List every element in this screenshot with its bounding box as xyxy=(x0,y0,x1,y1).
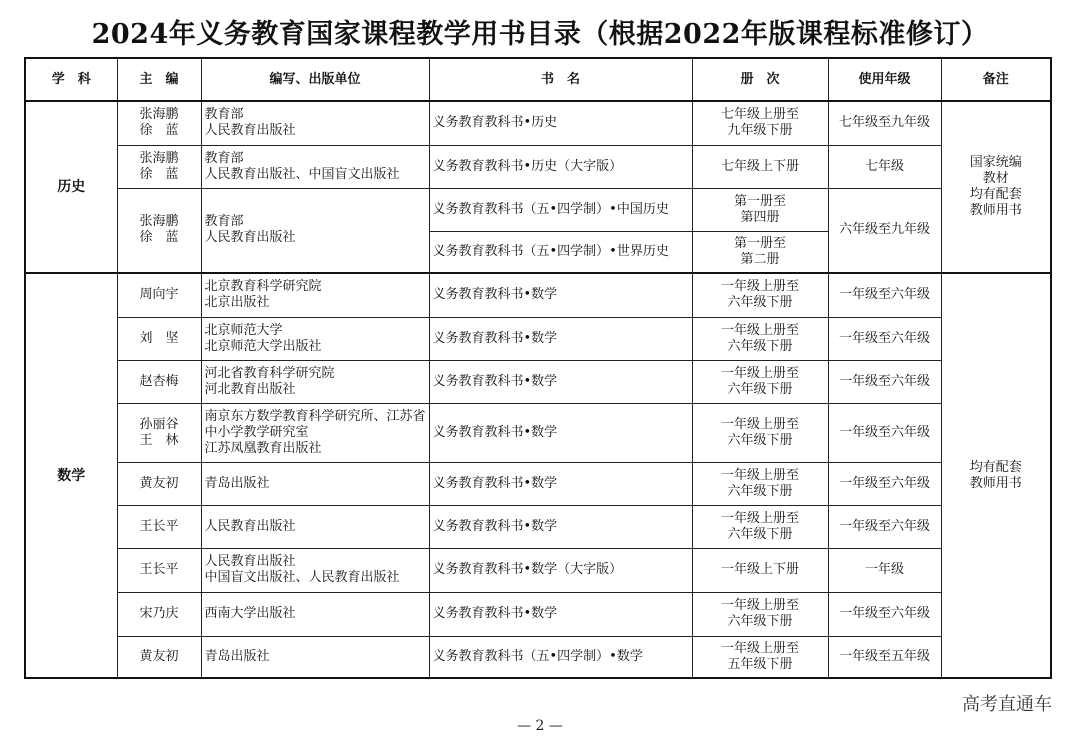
publisher-cell: 北京教育科学研究院 北京出版社 xyxy=(201,273,429,317)
publisher-cell: 青岛出版社 xyxy=(201,462,429,505)
volume-cell: 一年级上册至 六年级下册 xyxy=(692,273,828,317)
book-cell: 义务教育教科书（五•四学制）•中国历史 xyxy=(429,188,692,231)
book-cell: 义务教育教科书•历史（大字版） xyxy=(429,145,692,188)
publisher-cell: 教育部 人民教育出版社 xyxy=(201,101,429,145)
grade-cell: 一年级至六年级 xyxy=(828,273,941,317)
table-row xyxy=(25,145,1051,188)
book-cell: 义务教育教科书•数学 xyxy=(429,505,692,548)
page-number: — 2 — xyxy=(517,718,563,734)
volume-cell: 一年级上下册 xyxy=(692,548,828,592)
page-title: 2024年义务教育国家课程教学用书目录（根据2022年版课程标准修订） xyxy=(91,19,989,50)
table-row xyxy=(25,636,1051,678)
editor-cell: 王长平 xyxy=(117,505,201,548)
editor-cell: 张海鹏 徐 蓝 xyxy=(117,145,201,188)
book-cell: 义务教育教科书•数学（大字版） xyxy=(429,548,692,592)
table-row xyxy=(25,101,1051,145)
table-row xyxy=(25,273,1051,317)
table-row xyxy=(25,505,1051,548)
volume-cell: 一年级上册至 六年级下册 xyxy=(692,592,828,636)
header-editor: 主 编 xyxy=(117,58,201,101)
subject-cell-history: 历史 xyxy=(25,101,117,273)
grade-cell: 七年级至九年级 xyxy=(828,101,941,145)
editor-cell: 刘 坚 xyxy=(117,317,201,360)
volume-cell: 七年级上册至 九年级下册 xyxy=(692,101,828,145)
editor-cell: 黄友初 xyxy=(117,462,201,505)
volume-cell: 一年级上册至 五年级下册 xyxy=(692,636,828,678)
book-cell: 义务教育教科书•数学 xyxy=(429,273,692,317)
book-cell: 义务教育教科书•数学 xyxy=(429,317,692,360)
table-row xyxy=(25,462,1051,505)
grade-cell: 一年级至六年级 xyxy=(828,462,941,505)
grade-cell: 一年级至六年级 xyxy=(828,505,941,548)
table-row xyxy=(25,403,1051,462)
publisher-cell: 教育部 人民教育出版社 xyxy=(201,188,429,273)
grade-cell: 六年级至九年级 xyxy=(828,188,941,273)
table-row xyxy=(25,548,1051,592)
book-cell: 义务教育教科书（五•四学制）•数学 xyxy=(429,636,692,678)
subject-cell-math: 数学 xyxy=(25,273,117,678)
publisher-cell: 人民教育出版社 中国盲文出版社、人民教育出版社 xyxy=(201,548,429,592)
header-subject: 学 科 xyxy=(25,58,117,101)
publisher-cell: 教育部 人民教育出版社、中国盲文出版社 xyxy=(201,145,429,188)
book-cell: 义务教育教科书•数学 xyxy=(429,403,692,462)
editor-cell: 王长平 xyxy=(117,548,201,592)
volume-cell: 七年级上下册 xyxy=(692,145,828,188)
publisher-cell: 河北省教育科学研究院 河北教育出版社 xyxy=(201,360,429,403)
publisher-cell: 西南大学出版社 xyxy=(201,592,429,636)
volume-cell: 一年级上册至 六年级下册 xyxy=(692,505,828,548)
catalog-table xyxy=(24,57,1052,679)
book-cell: 义务教育教科书•数学 xyxy=(429,360,692,403)
grade-cell: 七年级 xyxy=(828,145,941,188)
volume-cell: 一年级上册至 六年级下册 xyxy=(692,403,828,462)
volume-cell: 一年级上册至 六年级下册 xyxy=(692,317,828,360)
book-cell: 义务教育教科书•数学 xyxy=(429,462,692,505)
grade-cell: 一年级至六年级 xyxy=(828,317,941,360)
book-cell: 义务教育教科书•数学 xyxy=(429,592,692,636)
editor-cell: 张海鹏 徐 蓝 xyxy=(117,188,201,273)
volume-cell: 一年级上册至 六年级下册 xyxy=(692,360,828,403)
header-grade: 使用年级 xyxy=(828,58,941,101)
note-cell-math: 均有配套 教师用书 xyxy=(941,273,1051,678)
editor-cell: 张海鹏 徐 蓝 xyxy=(117,101,201,145)
header-volume: 册 次 xyxy=(692,58,828,101)
header-book: 书 名 xyxy=(429,58,692,101)
table-header-row xyxy=(25,58,1051,101)
watermark-text: 高考直通车 xyxy=(962,694,1052,715)
publisher-cell: 青岛出版社 xyxy=(201,636,429,678)
grade-cell: 一年级至六年级 xyxy=(828,592,941,636)
editor-cell: 黄友初 xyxy=(117,636,201,678)
publisher-cell: 北京师范大学 北京师范大学出版社 xyxy=(201,317,429,360)
volume-cell: 第一册至 第四册 xyxy=(692,188,828,231)
editor-cell: 赵杏梅 xyxy=(117,360,201,403)
volume-cell: 第一册至 第二册 xyxy=(692,231,828,273)
header-publisher: 编写、出版单位 xyxy=(201,58,429,101)
note-cell-history: 国家统编 教材 均有配套 教师用书 xyxy=(941,101,1051,273)
editor-cell: 孙丽谷 王 林 xyxy=(117,403,201,462)
editor-cell: 宋乃庆 xyxy=(117,592,201,636)
publisher-cell: 南京东方数学教育科学研究所、江苏省中小学教学研究室 江苏凤凰教育出版社 xyxy=(201,403,429,462)
grade-cell: 一年级至六年级 xyxy=(828,360,941,403)
book-cell: 义务教育教科书•历史 xyxy=(429,101,692,145)
book-cell: 义务教育教科书（五•四学制）•世界历史 xyxy=(429,231,692,273)
volume-cell: 一年级上册至 六年级下册 xyxy=(692,462,828,505)
grade-cell: 一年级 xyxy=(828,548,941,592)
grade-cell: 一年级至五年级 xyxy=(828,636,941,678)
grade-cell: 一年级至六年级 xyxy=(828,403,941,462)
publisher-cell: 人民教育出版社 xyxy=(201,505,429,548)
table-row xyxy=(25,592,1051,636)
header-note: 备注 xyxy=(941,58,1051,101)
editor-cell: 周向宇 xyxy=(117,273,201,317)
table-row xyxy=(25,360,1051,403)
table-row xyxy=(25,188,1051,231)
table-row xyxy=(25,317,1051,360)
